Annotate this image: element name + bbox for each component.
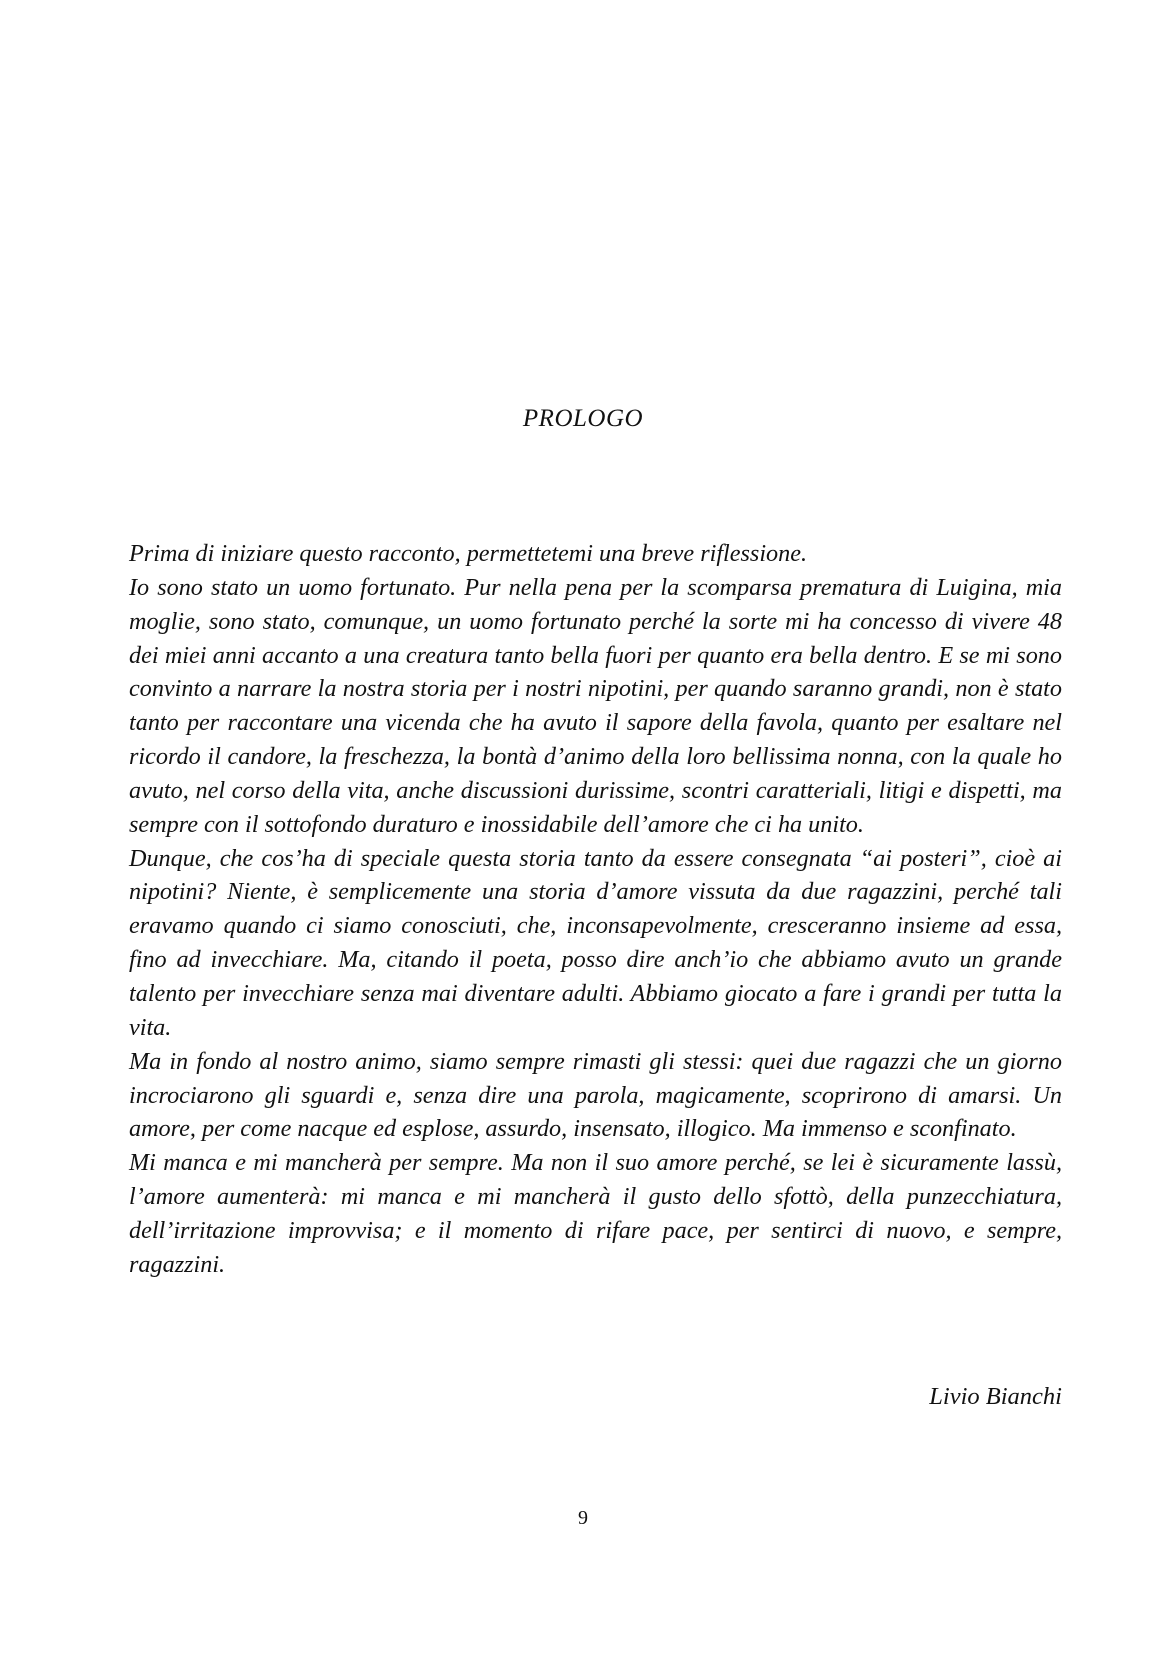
- paragraph: Ma in fondo al nostro animo, siamo sempre rimasti gli stessi: quei due ragazzi che un giorno incrociarono gli sguardi e, senza dire una parola, magicamente, scoprirono di amarsi. Un amore, per come nacque ed esplose, assurdo, insensato, illogico. Ma immenso e sconfinato.: [129, 1047, 1062, 1143]
- paragraph: Io sono stato un uomo fortunato. Pur nella pena per la scomparsa prematura di Luigina, mia moglie, sono stato, comunque, un uomo fortunato perché la sorte mi ha concesso di vivere 48 dei miei anni accanto a una creatura tanto bella fuori per quanto era bella dentro. E se mi sono convinto a narrare la nostra storia per i nostri nipotini, per quando saranno grandi, non è stato tanto per raccontare una vicenda che ha avuto il sapore della favola, quanto per esaltare nel ricordo il candore, la freschezza, la bontà d’animo della loro bellissima nonna, con la quale ho avuto, nel corso della vita, anche discussioni durissime, scontri caratteriali, litigi e dispetti, ma sempre con il sottofondo duraturo e inossidabile dell’amore che ci ha unito.: [129, 573, 1062, 838]
- paragraph: Prima di iniziare questo racconto, permettetemi una breve riflessione.: [129, 540, 808, 567]
- paragraph: Dunque, che cos’ha di speciale questa storia tanto da essere consegnata “ai posteri”, cioè ai nipotini? Niente, è semplicemente una storia d’amore vissuta da due ragazzini, perché tali eravamo quando ci siamo conosciuti, che, inconsapevolmente, cresceranno insieme ad essa, fino ad invecchiare. Ma, citando il poeta, posso dire anch’io che abbiamo avuto un grande talento per invecchiare senza mai diventare adulti. Abbiamo giocato a fare i grandi per tutta la vita.: [129, 844, 1062, 1041]
- paragraph: Mi manca e mi mancherà per sempre. Ma non il suo amore perché, se lei è sicuramente lassù, l’amore aumenterà: mi manca e mi mancherà il gusto dello sfottò, della punzecchiatura, dell’irritazione improvvisa; e il momento di rifare pace, per sentirci di nuovo, e sempre, ragazzini.: [129, 1149, 1062, 1278]
- page-number: 9: [578, 1507, 588, 1529]
- author-signature: Livio Bianchi: [929, 1383, 1062, 1410]
- prologue-body: [129, 537, 1062, 1282]
- chapter-title: PROLOGO: [522, 405, 644, 432]
